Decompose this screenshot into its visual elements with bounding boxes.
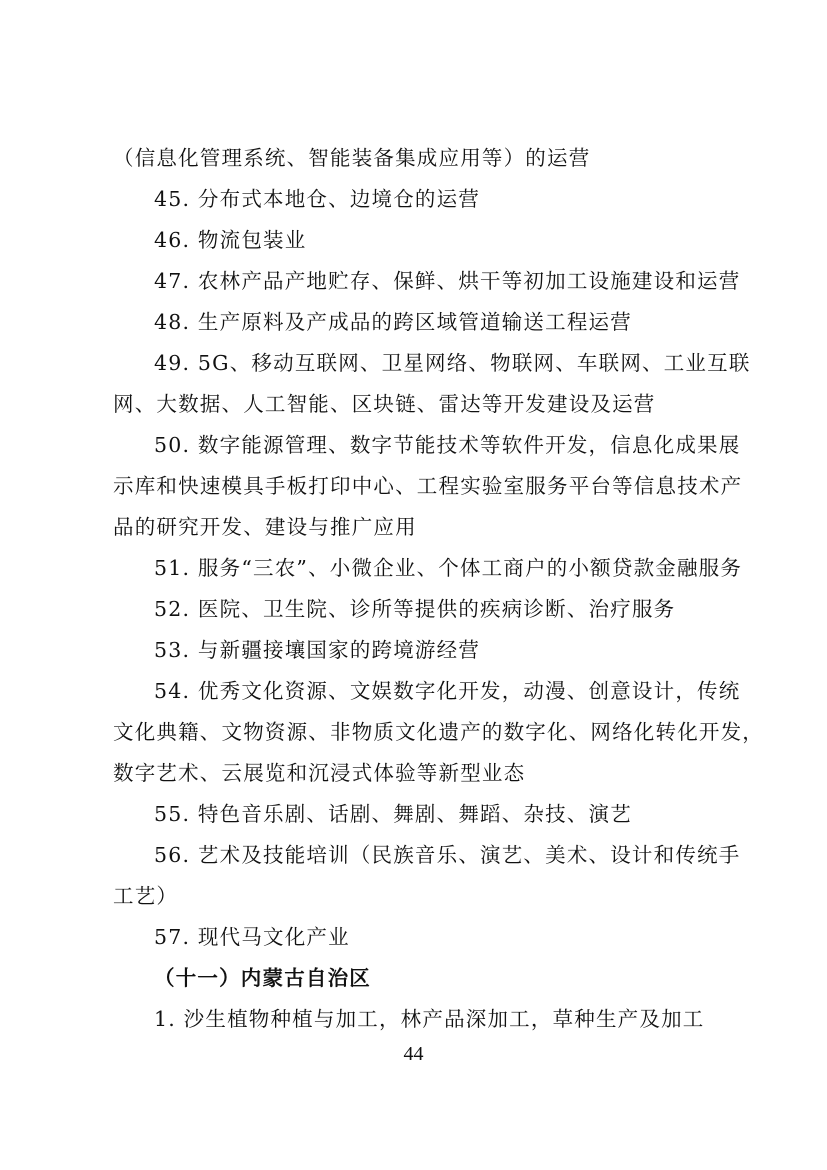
page-number: 44 xyxy=(403,1043,424,1065)
list-item-48: 48. 生产原料及产成品的跨区域管道输送工程运营 xyxy=(154,310,632,334)
section-heading: （十一）内蒙古自治区 xyxy=(154,966,371,990)
list-item-46: 46. 物流包装业 xyxy=(154,228,307,252)
list-item-50-cont-1: 示库和快速模具手板打印中心、工程实验室服务平台等信息技术产 xyxy=(113,474,743,498)
list-item-52: 52. 医院、卫生院、诊所等提供的疾病诊断、治疗服务 xyxy=(154,597,676,621)
list-item-50: 50. 数字能源管理、数字节能技术等软件开发，信息化成果展 xyxy=(154,433,741,457)
list-item-51: 51. 服务“三农”、小微企业、个体工商户的小额贷款金融服务 xyxy=(154,556,743,580)
list-item-55: 55. 特色音乐剧、话剧、舞剧、舞蹈、杂技、演艺 xyxy=(154,802,632,826)
list-item-50-cont-2: 品的研究开发、建设与推广应用 xyxy=(113,515,417,539)
list-item-56-cont: 工艺） xyxy=(113,884,179,908)
list-item-54-cont-1: 文化典籍、文物资源、非物质文化遗产的数字化、网络化转化开发， xyxy=(113,720,764,744)
list-item-53: 53. 与新疆接壤国家的跨境游经营 xyxy=(154,638,481,662)
text-line-continuation: （信息化管理系统、智能装备集成应用等）的运营 xyxy=(113,146,591,170)
list-item-54: 54. 优秀文化资源、文娱数字化开发，动漫、创意设计，传统 xyxy=(154,679,741,703)
list-item-56: 56. 艺术及技能培训（民族音乐、演艺、美术、设计和传统手 xyxy=(154,843,741,867)
list-item-47: 47. 农林产品产地贮存、保鲜、烘干等初加工设施建设和运营 xyxy=(154,269,741,293)
list-item-49: 49. 5G、移动互联网、卫星网络、物联网、车联网、工业互联 xyxy=(154,351,751,375)
list-item-45: 45. 分布式本地仓、边境仓的运营 xyxy=(154,187,481,211)
list-item-54-cont-2: 数字艺术、云展览和沉浸式体验等新型业态 xyxy=(113,761,526,785)
list-item-49-cont: 网、大数据、人工智能、区块链、雷达等开发建设及运营 xyxy=(113,392,656,416)
list-item-57: 57. 现代马文化产业 xyxy=(154,925,350,949)
list-item-1: 1. 沙生植物种植与加工，林产品深加工，草种生产及加工 xyxy=(154,1007,705,1031)
